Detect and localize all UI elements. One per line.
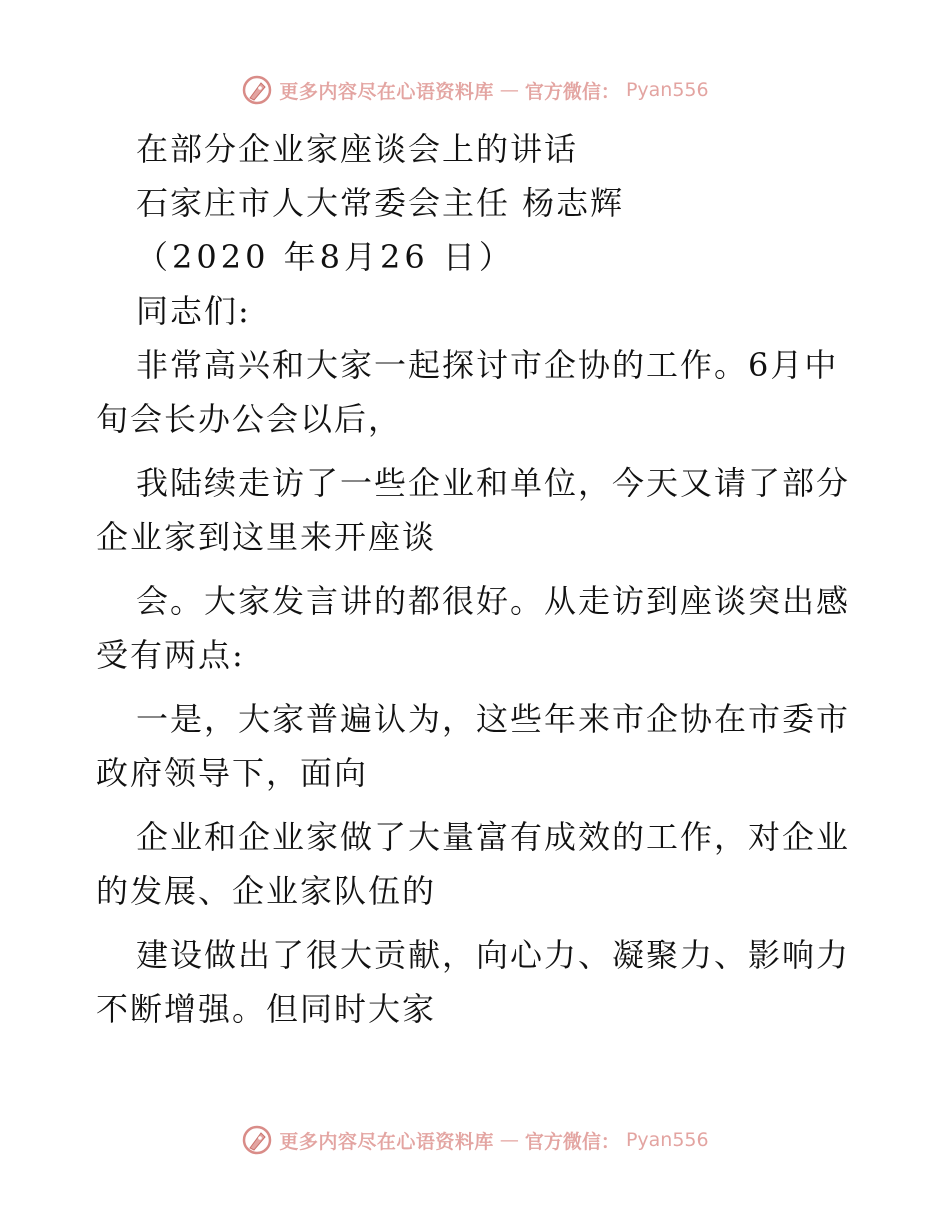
- watermark-separator: —: [499, 79, 519, 101]
- paragraph-line: 政府领导下，面向: [96, 754, 369, 792]
- document-body: [96, 122, 856, 1036]
- watermark-label: 官方微信：: [524, 80, 620, 103]
- watermark-label: 官方微信：: [524, 1130, 620, 1153]
- paragraph-line: 不断增强。但同时大家: [96, 990, 437, 1028]
- document-date: （2020 年8月26 日）: [136, 238, 515, 276]
- header-watermark: [0, 70, 950, 110]
- watermark-id: Pyan556: [625, 1129, 709, 1151]
- watermark-text: 更多内容尽在心语资料库: [279, 1130, 494, 1153]
- footer-watermark: [0, 1120, 950, 1160]
- paragraph-line: 的发展、企业家队伍的: [96, 872, 437, 910]
- paragraph-line: 会。大家发言讲的都很好。从走访到座谈突出感: [136, 582, 851, 620]
- paragraph-line: 一是，大家普遍认为，这些年来市企协在市委市: [136, 700, 851, 738]
- pen-nib-logo-icon: [241, 74, 273, 106]
- watermark-separator: —: [499, 1129, 519, 1151]
- paragraph-line: 受有两点:: [96, 636, 245, 674]
- paragraph-line: 建设做出了很大贡献，向心力、凝聚力、影响力: [136, 936, 851, 974]
- document-title: 在部分企业家座谈会上的讲话: [136, 130, 579, 168]
- watermark-id: Pyan556: [625, 79, 709, 101]
- paragraph-line: 旬会长办公会以后，: [96, 400, 403, 438]
- pen-nib-logo-icon: [241, 1124, 273, 1156]
- document-author: 石家庄市人大常委会主任 杨志辉: [136, 184, 625, 222]
- paragraph-line: 企业和企业家做了大量富有成效的工作，对企业: [136, 818, 851, 856]
- paragraph-line: 非常高兴和大家一起探讨市企协的工作。6月中: [136, 346, 839, 384]
- watermark-text: 更多内容尽在心语资料库: [279, 80, 494, 103]
- paragraph-line: 企业家到这里来开座谈: [96, 518, 437, 556]
- paragraph-line: 我陆续走访了一些企业和单位，今天又请了部分: [136, 464, 851, 502]
- document-salutation: 同志们:: [136, 292, 251, 330]
